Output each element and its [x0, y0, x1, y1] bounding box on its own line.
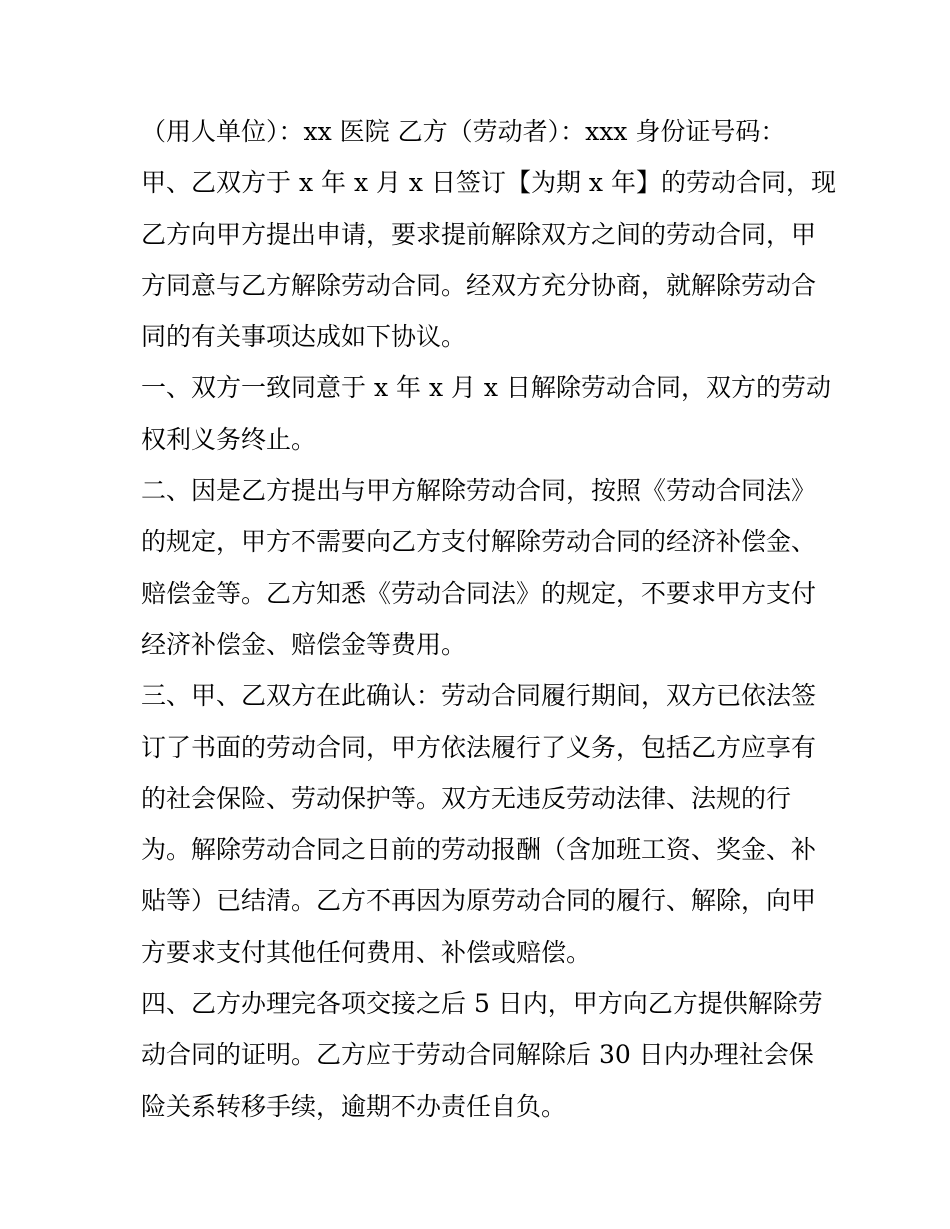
preamble-line-2: 乙方向甲方提出申请，要求提前解除双方之间的劳动合同，甲	[141, 219, 817, 249]
clause-3-line-4: 为。解除劳动合同之日前的劳动报酬（含加班工资、奖金、补	[141, 835, 817, 865]
clause-2-line-1: 二、因是乙方提出与甲方解除劳动合同，按照《劳动合同法》	[141, 476, 817, 506]
preamble-line-3: 方同意与乙方解除劳动合同。经双方充分协商，就解除劳动合	[141, 270, 817, 300]
clause-3-line-1: 三、甲、乙双方在此确认：劳动合同履行期间，双方已依法签	[141, 681, 817, 711]
clause-2-line-3: 赔偿金等。乙方知悉《劳动合同法》的规定，不要求甲方支付	[141, 578, 817, 608]
clause-3-line-2: 订了书面的劳动合同，甲方依法履行了义务，包括乙方应享有	[141, 732, 817, 762]
preamble-line-1: 甲、乙双方于 x 年 x 月 x 日签订【为期 x 年】的劳动合同，现	[141, 168, 836, 198]
clause-3-line-3: 的社会保险、劳动保护等。双方无违反劳动法律、法规的行	[141, 783, 792, 813]
clause-1-line-1: 一、双方一致同意于 x 年 x 月 x 日解除劳动合同，双方的劳动	[141, 373, 831, 403]
clause-2-line-2: 的规定，甲方不需要向乙方支付解除劳动合同的经济补偿金、	[141, 527, 817, 557]
preamble-line-4: 同的有关事项达成如下协议。	[141, 322, 467, 352]
parties-line: （用人单位）：xx 医院 乙方（劳动者）：xxx 身份证号码：	[141, 117, 786, 146]
clause-3-line-6: 方要求支付其他任何费用、补偿或赔偿。	[141, 937, 592, 967]
clause-4-line-3: 险关系转移手续，逾期不办责任自负。	[141, 1091, 567, 1121]
document-body	[141, 106, 836, 1132]
clause-3-line-5: 贴等）已结清。乙方不再因为原劳动合同的履行、解除，向甲	[141, 886, 817, 916]
clause-4-line-1: 四、乙方办理完各项交接之后 5 日内，甲方向乙方提供解除劳	[141, 989, 823, 1019]
clause-1-line-2: 权利义务终止。	[141, 424, 317, 454]
clause-2-line-4: 经济补偿金、赔偿金等费用。	[141, 629, 467, 659]
clause-4-line-2: 动合同的证明。乙方应于劳动合同解除后 30 日内办理社会保	[141, 1040, 814, 1070]
